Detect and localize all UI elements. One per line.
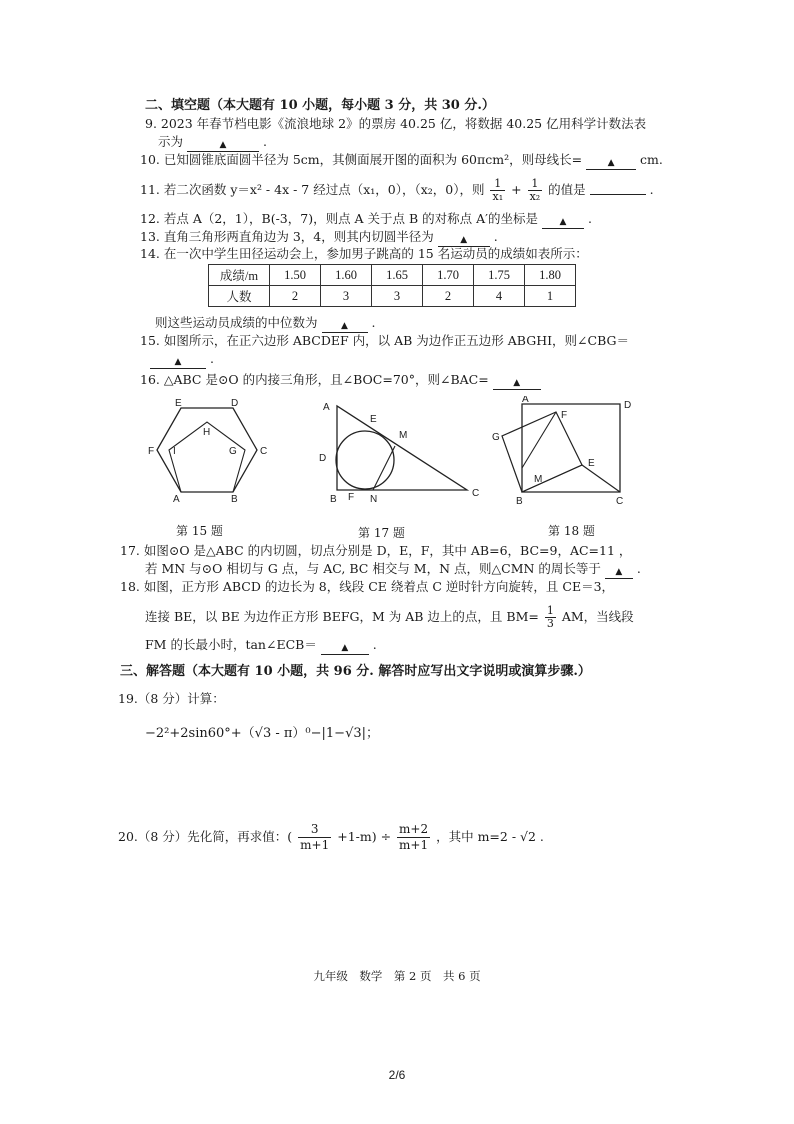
blank-marker: ▲: [460, 235, 468, 245]
question-16-text: 16. △ABC 是⊙O 的内接三角形，且∠BOC=70°，则∠BAC=: [140, 372, 489, 387]
question-18-line-3: [145, 637, 377, 655]
label-N: N: [370, 494, 378, 505]
label-B: B: [330, 494, 337, 505]
blank-marker: ▲: [341, 321, 348, 331]
tangent-MN: [373, 446, 395, 490]
fraction-denominator: x₁: [492, 190, 504, 203]
label-H: H: [203, 427, 211, 438]
question-18-suffix: .: [372, 637, 377, 652]
table-cell: 1.65: [372, 265, 423, 286]
question-11-end: .: [649, 182, 654, 197]
blank-marker: ▲: [559, 217, 567, 227]
question-14-text: 则这些运动员成绩的中位数为: [155, 315, 318, 330]
question-11-text: 11. 若二次函数 y＝x² - 4x - 7 经过点（x₁，0），（x₂，0），则: [140, 182, 485, 197]
question-19-expression: −2²+2sin60°+（√3 - π）⁰−|1−√3|；: [145, 726, 380, 741]
fraction-1-over-x2: [528, 178, 543, 203]
fraction-3-over-m-plus-1: [298, 822, 331, 853]
table-row-counts: [209, 286, 576, 307]
question-11-suffix: 的值是: [548, 182, 586, 197]
question-15-line-1: 15. 如图所示，在正六边形 ABCDEF 内，以 AB 为边作正五边形 ABGHI，则∠CBG＝: [140, 333, 629, 348]
label-D: D: [624, 400, 632, 411]
table-cell: 1.60: [321, 265, 372, 286]
figure-18-caption: 第 18 题: [548, 524, 595, 538]
regular-hexagon: [157, 408, 257, 492]
section-2-title: 二、填空题（本大题有 10 小题，每小题 3 分，共 30 分.）: [145, 98, 495, 113]
triangle-ABC: [337, 406, 467, 490]
label-F: F: [148, 446, 155, 457]
question-12-text: 12. 若点 A（2，1），B(-3，7)，则点 A 关于点 B 的对称点 A′的坐标是: [140, 211, 539, 226]
question-18-line-2: [145, 604, 634, 630]
answer-blank-16: [493, 377, 541, 390]
fraction-one-third: [545, 605, 556, 630]
label-D: D: [231, 398, 239, 409]
footer-grade-line: 九年级 数学 第 2 页 共 6 页: [313, 969, 481, 983]
question-9-suffix: .: [262, 134, 267, 149]
question-17-line-2: [145, 561, 641, 579]
question-10-text: 10. 已知圆锥底面圆半径为 5cm，其侧面展开图的面积为 60πcm²，则母线长=: [140, 152, 583, 167]
fraction-denominator: m+1: [300, 838, 330, 852]
label-E: E: [175, 398, 182, 409]
question-13: [140, 229, 498, 247]
answer-blank-12: [542, 216, 584, 229]
fraction-numerator: 1: [528, 178, 543, 191]
answer-blank-17: [605, 566, 633, 579]
blank-marker: ▲: [174, 357, 182, 367]
label-A: A: [173, 494, 180, 505]
label-B: B: [231, 494, 238, 505]
blank-marker: ▲: [219, 140, 227, 150]
table-cell: 2: [270, 286, 321, 307]
question-20-text: 20.（8 分）先化简，再求值：(: [118, 829, 293, 844]
label-I: I: [173, 446, 176, 457]
label-M: M: [399, 430, 408, 441]
fraction-denominator: x₂: [529, 190, 541, 203]
table-cell: 3: [372, 286, 423, 307]
table-row-scores: [209, 265, 576, 286]
incircle-O: [336, 431, 394, 489]
label-G: G: [229, 446, 237, 457]
blank-marker: ▲: [607, 158, 615, 168]
table-header-count: 人数: [209, 286, 270, 307]
answer-blank-14: [322, 320, 368, 333]
question-15-line-2: [150, 351, 214, 369]
question-20-middle: +1-m) ÷: [337, 829, 392, 844]
question-14-line-1: 14. 在一次中学生田径运动会上，参加男子跳高的 15 名运动员的成绩如表所示：: [140, 246, 588, 261]
table-cell: 2: [423, 286, 474, 307]
label-E: E: [370, 414, 377, 425]
answer-blank-9: [187, 139, 259, 152]
label-D: D: [319, 453, 327, 464]
answer-blank-15: [150, 356, 206, 369]
question-14-suffix: .: [371, 315, 376, 330]
table-cell: 1.75: [474, 265, 525, 286]
fraction-1-over-x1: [490, 178, 505, 203]
table-cell: 1.80: [525, 265, 576, 286]
table-cell: 3: [321, 286, 372, 307]
question-18-line-1: 18. 如图，正方形 ABCD 的边长为 8，线段 CE 绕着点 C 逆时针方向旋转，且 CE＝3，: [120, 579, 615, 594]
question-11: [140, 178, 654, 203]
question-14-line-2: [155, 315, 375, 333]
question-16: [140, 372, 541, 390]
question-17-suffix: .: [636, 561, 641, 576]
question-13-suffix: .: [493, 229, 498, 244]
answer-blank-18: [321, 642, 369, 655]
figure-15-hexagon-pentagon: [145, 398, 270, 508]
figure-15-caption: 第 15 题: [176, 524, 223, 538]
question-10: [140, 152, 663, 170]
fraction-m-plus-2-over-m-plus-1: [397, 822, 430, 853]
question-17-text: 若 MN 与⊙O 相切与 G 点，与 AC, BC 相交与 M，N 点，则△CMN 的周长等于: [145, 561, 601, 576]
table-cell: 4: [474, 286, 525, 307]
question-18-text-cont: AM，当线段: [561, 609, 634, 624]
question-20-condition: ，其中 m=2 - √2 .: [436, 829, 544, 844]
scores-table: [208, 264, 576, 307]
segment-CE: [582, 465, 620, 492]
question-12-suffix: .: [588, 211, 592, 226]
question-18-text: 连接 BE，以 BE 为边作正方形 BEFG，M 为 AB 边上的点，且 BM=: [145, 609, 539, 624]
question-18-tan: FM 的长最小时，tan∠ECB＝: [145, 637, 317, 652]
fraction-numerator: m+2: [399, 822, 429, 836]
fraction-denominator: 3: [546, 617, 554, 630]
label-E: E: [588, 458, 595, 469]
label-G: G: [492, 432, 500, 443]
question-12: [140, 211, 592, 229]
label-M: M: [534, 474, 543, 485]
blank-marker: ▲: [341, 643, 349, 653]
question-15-suffix: .: [209, 351, 214, 366]
section-3-title: 三、解答题（本大题有 10 小题，共 96 分. 解答时应写出文字说明或演算步骤.）: [120, 664, 591, 679]
figure-17-caption: 第 17 题: [358, 526, 405, 540]
label-F: F: [561, 410, 568, 421]
label-C: C: [472, 488, 480, 499]
label-A: A: [522, 396, 529, 405]
label-C: C: [260, 446, 268, 457]
label-A: A: [323, 402, 330, 413]
figure-17-triangle-incircle: [315, 398, 485, 508]
table-cell: 1.50: [270, 265, 321, 286]
answer-blank-10: [586, 157, 636, 170]
table-cell: 1.70: [423, 265, 474, 286]
question-20: [118, 822, 544, 853]
question-13-text: 13. 直角三角形两直角边为 3，4，则其内切圆半径为: [140, 229, 434, 244]
label-C: C: [616, 496, 624, 507]
question-19-label: 19.（8 分）计算：: [118, 691, 225, 706]
question-9-line-1: 9. 2023 年春节档电影《流浪地球 2》的票房 40.25 亿，将数据 40.25 亿用科学计数法表: [145, 116, 647, 131]
scores-table-container: [208, 264, 576, 307]
fraction-numerator: 3: [298, 822, 331, 838]
fraction-denominator: m+1: [399, 838, 429, 852]
fraction-numerator: 1: [546, 604, 554, 617]
table-header-score: 成绩/m: [209, 265, 270, 286]
segment-FM: [522, 412, 556, 468]
blank-marker: ▲: [615, 567, 623, 577]
answer-blank-11: [590, 194, 646, 195]
page-counter: 2/6: [388, 1068, 406, 1082]
question-10-unit: cm.: [640, 152, 663, 167]
label-B: B: [516, 496, 523, 507]
blank-marker: ▲: [513, 378, 521, 388]
figure-18-square-rotation: [488, 396, 638, 508]
question-9-line-2: [158, 134, 267, 152]
question-17-line-1: 17. 如图⊙O 是△ABC 的内切圆，切点分别是 D，E，F，其中 AB=6，BC=9，AC=11 ，: [120, 543, 632, 558]
label-F: F: [348, 492, 355, 503]
table-cell: 1: [525, 286, 576, 307]
fraction-numerator: 1: [490, 178, 505, 191]
plus-sign: +: [511, 182, 522, 197]
question-9-prefix: 示为: [158, 134, 184, 149]
